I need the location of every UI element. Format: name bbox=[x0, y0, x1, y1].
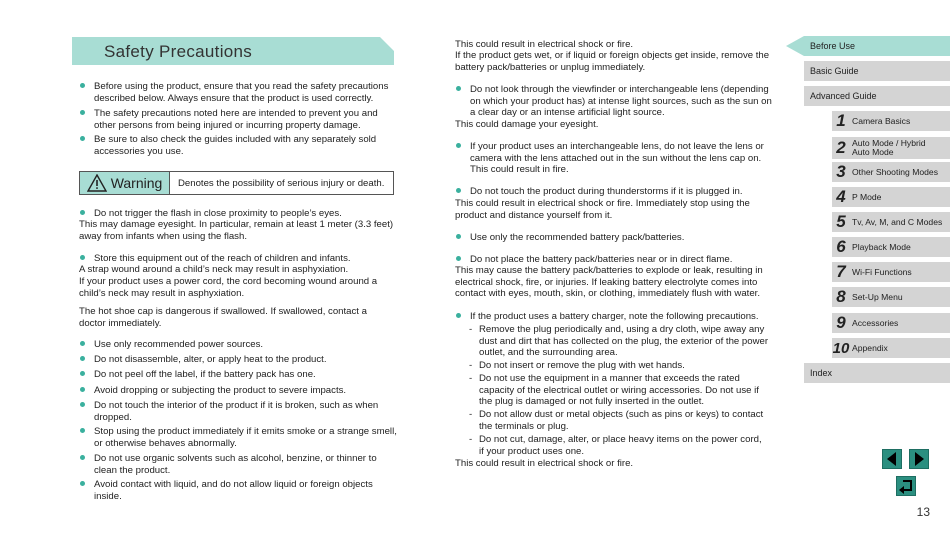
prev-page-button[interactable] bbox=[882, 449, 902, 469]
bullet-item: If your product uses an interchangeable lens, do not leave the lens or camera with the lens attached out in the sun without the lens cap on. This could result in fire. bbox=[456, 141, 772, 176]
bullet-item: Avoid contact with liquid, and do not allow liquid or foreign objects inside. bbox=[80, 479, 400, 502]
bullet-dot bbox=[456, 313, 461, 318]
nav-chapter-5[interactable]: 5 Tv, Av, M, and C Modes bbox=[832, 212, 950, 232]
nav-chapter-8[interactable]: 8 Set-Up Menu bbox=[832, 287, 950, 307]
bullet-dot bbox=[80, 341, 85, 346]
bullet-dot bbox=[456, 188, 461, 193]
bullet-dot bbox=[80, 387, 85, 392]
return-button[interactable] bbox=[896, 476, 916, 496]
sub-item: - Do not allow dust or metal objects (such as pins or keys) to contact the terminals or plug. bbox=[469, 409, 764, 432]
page-number: 13 bbox=[916, 505, 930, 519]
body-paragraph: If your product uses a power cord, the cord becoming wound around a child’s neck may result in asphyxiation. bbox=[79, 276, 378, 299]
bullet-item: Avoid dropping or subjecting the product to severe impacts. bbox=[80, 385, 400, 397]
intro-bullet: The safety precautions noted here are intended to prevent you and other persons from being injured or incurring property damage. bbox=[80, 108, 400, 131]
dash-marker: - bbox=[469, 360, 473, 371]
bullet-dot bbox=[80, 210, 85, 215]
nav-index[interactable]: Index bbox=[804, 363, 950, 383]
warning-triangle-icon bbox=[87, 174, 107, 192]
body-paragraph: This may cause the battery pack/batteries to explode or leak, resulting in electrical shock, fire, or injuries. If leaking battery electrolyte comes into contact with eyes, mouth, skin, or clothing, immediately flush with water. bbox=[455, 265, 763, 300]
bullet-dot bbox=[80, 428, 85, 433]
sub-item: - Do not use the equipment in a manner that exceeds the rated capacity of the electrical outlet or wiring accessories. Do not use if the plug is damaged or not fully inserted in the outlet. bbox=[469, 373, 759, 408]
dash-marker: - bbox=[469, 373, 473, 384]
bullet-item: Stop using the product immediately if it emits smoke or a strange smell, or otherwise behaves abnormally. bbox=[80, 426, 400, 449]
bullet-dot bbox=[456, 234, 461, 239]
nav-chapter-3[interactable]: 3 Other Shooting Modes bbox=[832, 162, 950, 182]
body-paragraph: This could result in electrical shock or fire. Immediately stop using the product and distance yourself from it. bbox=[455, 198, 750, 221]
nav-chapter-4[interactable]: 4 P Mode bbox=[832, 187, 950, 207]
bullet-item: Do not place the battery pack/batteries near or in direct flame. bbox=[456, 254, 772, 266]
body-paragraph: This could damage your eyesight. bbox=[455, 119, 599, 130]
nav-basic-guide[interactable]: Basic Guide bbox=[804, 61, 950, 81]
bullet-dot bbox=[80, 83, 85, 88]
bullet-dot bbox=[80, 136, 85, 141]
nav-chapter-1[interactable]: 1 Camera Basics bbox=[832, 111, 950, 131]
nav-chapter-6[interactable]: 6 Playback Mode bbox=[832, 237, 950, 257]
sub-item: - Do not insert or remove the plug with wet hands. bbox=[469, 360, 685, 371]
warning-legend bbox=[79, 171, 394, 195]
intro-bullet: Be sure to also check the guides included with any separately sold accessories you use. bbox=[80, 134, 400, 157]
bullet-dot bbox=[456, 143, 461, 148]
bullet-dot bbox=[80, 371, 85, 376]
bullet-dot bbox=[80, 110, 85, 115]
body-paragraph: This could result in electrical shock or fire. bbox=[455, 458, 634, 469]
nav-before-use[interactable]: Before Use bbox=[804, 36, 950, 56]
nav-chapter-10[interactable]: 10 Appendix bbox=[832, 338, 950, 358]
bullet-item: Store this equipment out of the reach of children and infants. bbox=[80, 253, 400, 265]
bullet-item: Do not touch the interior of the product if it is broken, such as when dropped. bbox=[80, 400, 400, 423]
bullet-item: Use only the recommended battery pack/batteries. bbox=[456, 232, 772, 244]
next-page-icon bbox=[910, 450, 928, 468]
bullet-item: Do not look through the viewfinder or interchangeable lens (depending on which your product has) at intense light sources, such as the sun on a clear day or an intense artificial light source. bbox=[456, 84, 772, 119]
body-paragraph: A strap wound around a child’s neck may result in asphyxiation. bbox=[79, 264, 349, 275]
bullet-item: Use only recommended power sources. bbox=[80, 339, 400, 351]
bullet-item: Do not disassemble, alter, or apply heat to the product. bbox=[80, 354, 400, 366]
bullet-dot bbox=[456, 86, 461, 91]
section-title-bar bbox=[72, 37, 394, 65]
dash-marker: - bbox=[469, 409, 473, 420]
bullet-dot bbox=[80, 402, 85, 407]
bullet-dot bbox=[456, 256, 461, 261]
warning-label-cell bbox=[80, 172, 170, 194]
page-title: Safety Precautions bbox=[104, 42, 253, 61]
bullet-dot bbox=[80, 255, 85, 260]
body-paragraph: This could result in electrical shock or fire. bbox=[455, 39, 634, 50]
nav-chapter-2[interactable]: 2 Auto Mode / Hybrid Auto Mode bbox=[832, 137, 950, 159]
body-paragraph: This may damage eyesight. In particular, remain at least 1 meter (3.3 feet) away from infants when using the flash. bbox=[79, 219, 394, 242]
body-paragraph: The hot shoe cap is dangerous if swallowed. If swallowed, contact a doctor immediately. bbox=[79, 306, 367, 329]
nav-chapter-9[interactable]: 9 Accessories bbox=[832, 313, 950, 333]
sub-item: - Do not cut, damage, alter, or place heavy items on the power cord, if your product uses one. bbox=[469, 434, 762, 457]
nav-advanced-guide[interactable]: Advanced Guide bbox=[804, 86, 950, 106]
bullet-item: Do not use organic solvents such as alcohol, benzine, or thinner to clean the product. bbox=[80, 453, 400, 476]
bullet-item: If the product uses a battery charger, note the following precautions. bbox=[456, 311, 772, 323]
dash-marker: - bbox=[469, 324, 473, 335]
return-icon bbox=[897, 477, 915, 495]
bullet-item: Do not trigger the flash in close proximity to people’s eyes. bbox=[80, 208, 400, 220]
bullet-dot bbox=[80, 356, 85, 361]
bullet-item: Do not touch the product during thunderstorms if it is plugged in. bbox=[456, 186, 772, 198]
dash-marker: - bbox=[469, 434, 473, 445]
warning-label: Warning bbox=[110, 175, 163, 191]
intro-bullet: Before using the product, ensure that you read the safety precautions described below. Always ensure that the product is used correctly. bbox=[80, 81, 400, 104]
prev-page-icon bbox=[883, 450, 901, 468]
body-paragraph: If the product gets wet, or if liquid or foreign objects get inside, remove the battery pack/batteries or unplug immediately. bbox=[455, 50, 770, 73]
warning-description: Denotes the possibility of serious injury or death. bbox=[178, 177, 385, 189]
bullet-dot bbox=[80, 481, 85, 486]
next-page-button[interactable] bbox=[909, 449, 929, 469]
bullet-dot bbox=[80, 455, 85, 460]
nav-chapter-7[interactable]: 7 Wi-Fi Functions bbox=[832, 262, 950, 282]
sub-item: - Remove the plug periodically and, using a dry cloth, wipe away any dust and dirt that has collected on the plug, the exterior of the power outlet, and the surrounding area. bbox=[469, 324, 769, 359]
bullet-item: Do not peel off the label, if the battery pack has one. bbox=[80, 369, 400, 381]
